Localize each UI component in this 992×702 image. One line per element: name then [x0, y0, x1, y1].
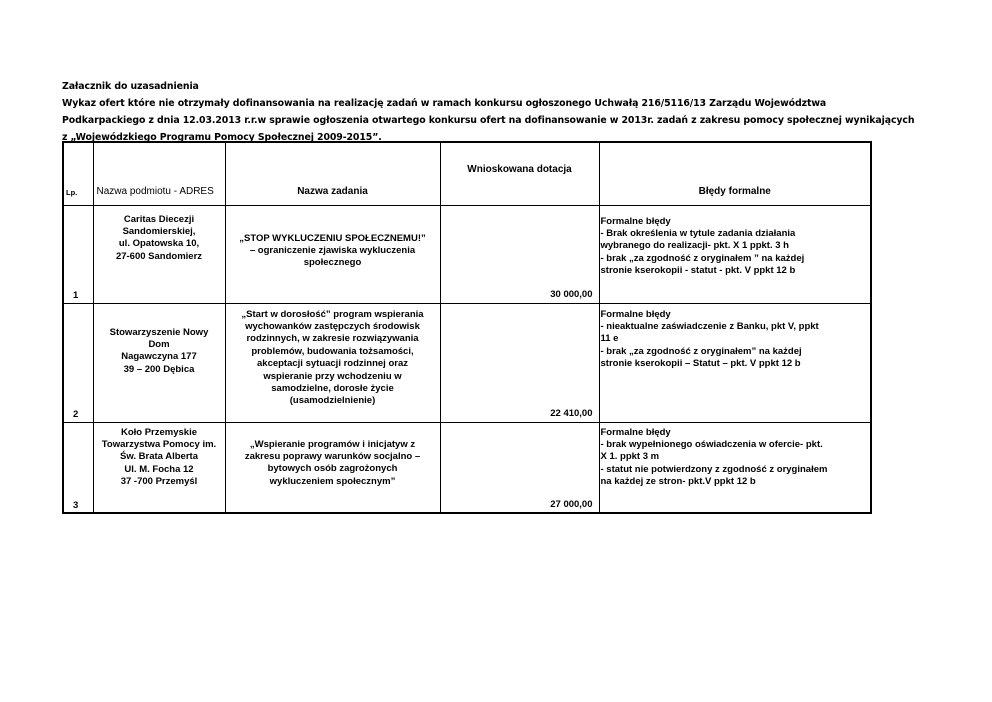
row-entity: Caritas Diecezji Sandomierskiej, ul. Opatowska 10, 27-600 Sandomierz: [93, 205, 225, 303]
row-entity: Koło Przemyskie Towarzystwa Pomocy im. Św. Brata Alberta Ul. M. Focha 12 37 -700 Przemyśl: [93, 422, 225, 513]
table-row: [63, 303, 871, 422]
document-header: [62, 78, 942, 146]
table-header-row: [63, 142, 871, 205]
row-entity: Stowarzyszenie Nowy Dom Nagawczyna 177 39 – 200 Dębica: [93, 303, 225, 422]
table-row: [63, 422, 871, 513]
row-errors: Formalne błędy - Brak określenia w tytule zadania działania wybranego do realizacji- pkt. X 1 ppkt. 3 h - brak „za zgodność z oryginałem ” na każdej stronie kserokopii - statut - pkt. V ppkt 12 b: [599, 205, 871, 303]
header-entity: Nazwa podmiotu - ADRES: [93, 142, 225, 205]
header-grant: Wnioskowana dotacja: [440, 142, 599, 205]
row-task: „Start w dorosłość” program wspierania wychowanków zastępczych środowisk rodzinnych, w zakresie rozwiązywania problemów, budowania tożsamości, akceptacji sytuacji rodzinnej oraz wspieranie przy wchodzeniu w samodzielne, dorosłe życie (usamodzielnienie): [225, 303, 440, 422]
row-errors: Formalne błędy - nieaktualne zaświadczenie z Banku, pkt V, ppkt 11 e - brak „za zgodność z oryginałem” na każdej stronie kserokopii – Statut – pkt. V ppkt 12 b: [599, 303, 871, 422]
header-task: Nazwa zadania: [225, 142, 440, 205]
header-line-2: Wykaz ofert które nie otrzymały dofinansowania na realizację zadań w ramach konkursu ogłoszonego Uchwałą 216/5116/13 Zarządu Województwa: [62, 98, 827, 109]
row-lp: 2: [63, 303, 93, 422]
row-lp: 1: [63, 205, 93, 303]
header-errors: Błędy formalne: [599, 142, 871, 205]
row-lp: 3: [63, 422, 93, 513]
header-line-4: z „Wojewódzkiego Programu Pomocy Społecznej 2009-2015”.: [62, 132, 382, 143]
row-errors: Formalne błędy - brak wypełnionego oświadczenia w ofercie- pkt. X 1. ppkt 3 m - statut nie potwierdzony z zgodność z oryginałem na każdej ze stron- pkt.V ppkt 12 b: [599, 422, 871, 513]
offers-table: [62, 141, 872, 514]
header-line-3: Podkarpackiego z dnia 12.03.2013 r.r.w sprawie ogłoszenia otwartego konkursu ofert na dofinansowanie w 2013r. zadań z zakresu pomocy społecznej wynikających: [62, 115, 915, 126]
row-grant: 27 000,00: [440, 422, 599, 513]
attachment-title: Załacznik do uzasadnienia: [62, 81, 199, 92]
row-task: „Wspieranie programów i inicjatyw z zakresu poprawy warunków socjalno – bytowych osób zagrożonych wykluczeniem społecznym”: [225, 422, 440, 513]
row-grant: 22 410,00: [440, 303, 599, 422]
row-task: „STOP WYKLUCZENIU SPOŁECZNEMU!” – ograniczenie zjawiska wykluczenia społecznego: [225, 205, 440, 303]
header-lp: Lp.: [63, 142, 93, 205]
table-row: [63, 205, 871, 303]
row-grant: 30 000,00: [440, 205, 599, 303]
